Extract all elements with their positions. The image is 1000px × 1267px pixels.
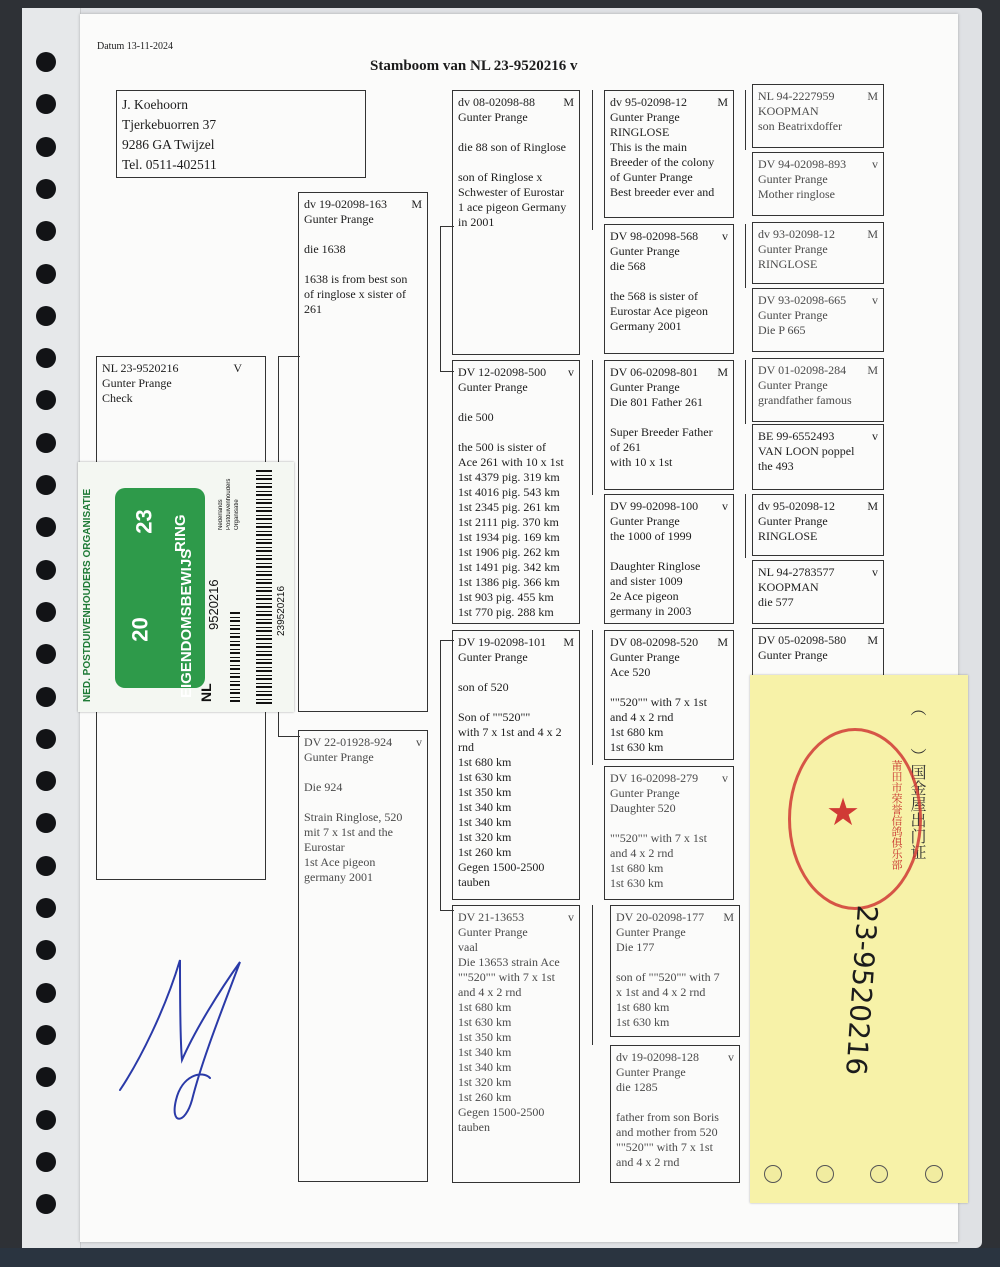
- pedigree-line: 1st 340 km: [458, 1045, 512, 1059]
- breeder-address: [116, 90, 366, 178]
- ring-number: dv 95-02098-12: [758, 499, 835, 513]
- ring-number: DV 01-02098-284: [758, 363, 847, 377]
- binder-hole: [36, 137, 56, 157]
- pedigree-line: Mother ringlose: [758, 187, 835, 201]
- pedigree-line: 1st 903 pig. 455 km: [458, 590, 554, 604]
- pedigree-line: 1st 630 km: [610, 740, 664, 754]
- connector: [440, 640, 441, 910]
- punch-hole: [870, 1165, 888, 1183]
- page-title: Stamboom van NL 23-9520216 v: [370, 58, 578, 74]
- pedigree-line: KOOPMAN: [758, 104, 819, 118]
- pedigree-line: Die 801 Father 261: [610, 395, 703, 409]
- pedigree-line: Die 177: [616, 940, 655, 954]
- pedigree-line: mit 7 x 1st and the: [304, 825, 393, 839]
- connector: [745, 494, 746, 558]
- pedigree-line: 1st 320 km: [458, 1075, 512, 1089]
- pedigree-line: Gunter Prange: [610, 110, 680, 124]
- pedigree-line: die 1285: [616, 1080, 658, 1094]
- ring-number: DV 93-02098-665: [758, 293, 847, 307]
- pedigree-line: Gunter Prange: [758, 378, 828, 392]
- certificate-year-a: 20: [127, 617, 153, 642]
- pedigree-line: 1st 680 km: [610, 861, 664, 875]
- connector: [592, 630, 593, 765]
- sex-mark: M: [411, 197, 422, 211]
- binder-hole: [36, 52, 56, 72]
- pedigree-line: Gunter Prange: [616, 925, 686, 939]
- breeder-street: Tjerkebuorren 37: [122, 117, 217, 132]
- pedigree-line: Gunter Prange: [458, 925, 528, 939]
- ring-number: DV 05-02098-580: [758, 633, 847, 647]
- pedigree-line: Gunter Prange: [458, 110, 528, 124]
- sex-mark: v: [728, 1050, 734, 1064]
- pedigree-line: and 4 x 2 rnd: [616, 1155, 680, 1169]
- binder-hole: [36, 1110, 56, 1130]
- pedigree-line: rnd: [458, 740, 474, 754]
- pedigree-line: 1st 630 km: [610, 876, 664, 890]
- pedigree-line: RINGLOSE: [610, 125, 670, 139]
- ring-number: DV 16-02098-279: [610, 771, 699, 785]
- ring-number: dv 95-02098-12: [610, 95, 687, 109]
- pedigree-line: and mother from 520: [616, 1125, 718, 1139]
- pedigree-line: 1st 260 km: [458, 845, 512, 859]
- binder-hole: [36, 560, 56, 580]
- pedigree-line: Gunter Prange: [610, 244, 680, 258]
- pedigree-line: 1st 320 km: [458, 830, 512, 844]
- sex-mark: M: [867, 363, 878, 377]
- pedigree-line: Son of ""520"": [458, 710, 531, 724]
- pedigree-line: the 493: [758, 459, 794, 473]
- pedigree-line: Best breeder ever and: [610, 185, 715, 199]
- sex-mark: v: [722, 499, 728, 513]
- binder-hole: [36, 771, 56, 791]
- ring-number: DV 08-02098-520: [610, 635, 699, 649]
- pedigree-line: grandfather famous: [758, 393, 852, 407]
- pedigree-line: Die P 665: [758, 323, 806, 337]
- pedigree-line: Strain Ringlose, 520: [304, 810, 403, 824]
- pigeon-card-mfm: [604, 766, 734, 900]
- breeder-phone: Tel. 0511-402511: [122, 157, 217, 172]
- ring-number: dv 08-02098-88: [458, 95, 535, 109]
- connector: [592, 90, 593, 230]
- handwritten-ring: 23-9520216: [839, 904, 884, 1077]
- pigeon-card-g3: [752, 222, 884, 284]
- pedigree-line: Gunter Prange: [304, 750, 374, 764]
- pedigree-line: Gunter Prange: [304, 212, 374, 226]
- pedigree-line: Die 924: [304, 780, 343, 794]
- connector: [592, 360, 593, 495]
- pigeon-card-mmm: [610, 1045, 740, 1183]
- pigeon-card-g6: [752, 424, 884, 490]
- pigeon-card-ffm: [604, 224, 734, 354]
- binder-hole: [36, 433, 56, 453]
- binder-hole: [36, 348, 56, 368]
- pedigree-line: 261: [304, 302, 322, 316]
- pedigree-line: [610, 410, 728, 425]
- pedigree-line: ""520"" with 7 x 1st: [610, 831, 707, 845]
- pedigree-line: 1638 is from best son: [304, 272, 408, 286]
- pedigree-line: of 261: [610, 440, 641, 454]
- pedigree-line: 1st 340 km: [458, 815, 512, 829]
- sex-mark: v: [722, 771, 728, 785]
- pedigree-line: die 88 son of Ringlose: [458, 140, 566, 154]
- pedigree-line: 1st 260 km: [458, 1090, 512, 1104]
- binder-hole: [36, 306, 56, 326]
- pedigree-line: germany in 2003: [610, 604, 692, 618]
- binder-hole: [36, 264, 56, 284]
- pedigree-line: son of ""520"" with 7: [616, 970, 720, 984]
- binder-hole: [36, 1025, 56, 1045]
- pedigree-line: and 4 x 2 rnd: [610, 710, 674, 724]
- sticker-caption: （ ）国金屋出门证: [908, 700, 925, 860]
- pigeon-card-father: [298, 192, 428, 712]
- punch-hole: [925, 1165, 943, 1183]
- sex-mark: v: [722, 229, 728, 243]
- pedigree-line: [610, 816, 728, 831]
- pedigree-line: with 7 x 1st and 4 x 2: [458, 725, 562, 739]
- pedigree-line: [616, 1095, 734, 1110]
- line-2: Check: [102, 391, 133, 405]
- sex-mark: M: [563, 635, 574, 649]
- pedigree-line: ""520"" with 7 x 1st: [610, 695, 707, 709]
- pedigree-line: father from son Boris: [616, 1110, 719, 1124]
- pedigree-line: [304, 795, 422, 810]
- sex-mark: v: [568, 365, 574, 379]
- ring-number: dv 19-02098-163: [304, 197, 387, 211]
- pedigree-line: vaal: [458, 940, 478, 954]
- pedigree-line: VAN LOON poppel: [758, 444, 855, 458]
- sex-mark: M: [563, 95, 574, 109]
- pedigree-line: and 4 x 2 rnd: [610, 846, 674, 860]
- pigeon-card-mm: [452, 905, 580, 1183]
- pedigree-line: germany 2001: [304, 870, 373, 884]
- pedigree-line: This is the main: [610, 140, 687, 154]
- certificate-barcode: [256, 468, 272, 704]
- ring-number: dv 19-02098-128: [616, 1050, 699, 1064]
- sex-mark: M: [717, 95, 728, 109]
- ring-number: NL 94-2783577: [758, 565, 835, 579]
- pedigree-line: [304, 257, 422, 272]
- breeder-name: J. Koehoorn: [122, 97, 188, 112]
- pedigree-line: Daughter 520: [610, 801, 676, 815]
- certificate-legend-1: Nederlands: [218, 499, 224, 530]
- certificate-org: NED. POSTDUIVENHOUDERS ORGANISATIE: [82, 488, 93, 702]
- sex-mark: V: [233, 361, 242, 375]
- pedigree-line: the 1000 of 1999: [610, 529, 692, 543]
- pedigree-line: Gunter Prange: [758, 648, 828, 662]
- pedigree-line: 1st 680 km: [458, 755, 512, 769]
- pedigree-line: 1st 630 km: [458, 770, 512, 784]
- sex-mark: v: [872, 293, 878, 307]
- certificate-ring-number: 9520216: [206, 579, 221, 630]
- pedigree-line: [458, 695, 574, 710]
- ring-number: DV 22-01928-924: [304, 735, 393, 749]
- pedigree-line: [304, 227, 422, 242]
- pedigree-line: Eurostar: [304, 840, 345, 854]
- pedigree-line: [304, 765, 422, 780]
- date-label: Datum 13-11-2024: [97, 41, 174, 52]
- binder-hole: [36, 856, 56, 876]
- pedigree-line: son of 520: [458, 680, 509, 694]
- certificate-legend-2: Postduivenhouders: [226, 478, 232, 530]
- pedigree-line: KOOPMAN: [758, 580, 819, 594]
- connector: [745, 224, 746, 288]
- sex-mark: v: [568, 910, 574, 924]
- pedigree-line: Gunter Prange: [758, 308, 828, 322]
- pedigree-line: and sister 1009: [610, 574, 683, 588]
- pedigree-line: son of Ringlose x: [458, 170, 543, 184]
- pedigree-line: [458, 665, 574, 680]
- pedigree-line: Gunter Prange: [758, 242, 828, 256]
- sex-mark: M: [867, 499, 878, 513]
- taskbar: [0, 1248, 1000, 1267]
- sex-mark: M: [867, 227, 878, 241]
- ring-number: DV 12-02098-500: [458, 365, 547, 379]
- pedigree-line: Gegen 1500-2500: [458, 1105, 545, 1119]
- line-1: Gunter Prange: [102, 376, 172, 390]
- pedigree-line: 1st 630 km: [458, 1015, 512, 1029]
- sex-mark: M: [717, 635, 728, 649]
- pedigree-line: 2e Ace pigeon: [610, 589, 679, 603]
- pedigree-line: [610, 544, 728, 559]
- pedigree-line: 1st 680 km: [610, 725, 664, 739]
- certificate-ring-label: RING: [172, 514, 189, 552]
- binder-hole: [36, 729, 56, 749]
- pedigree-line: [458, 395, 574, 410]
- certificate-title: EIGENDOMSBEWIJS: [178, 548, 195, 698]
- pedigree-line: Die 13653 strain Ace: [458, 955, 560, 969]
- pedigree-line: 1st 680 km: [458, 1000, 512, 1014]
- pedigree-line: tauben: [458, 875, 490, 889]
- pigeon-card-mf: [452, 630, 580, 900]
- sex-mark: v: [872, 157, 878, 171]
- certificate-barcode-small: [230, 612, 240, 702]
- pedigree-line: Super Breeder Father: [610, 425, 713, 439]
- binder-hole: [36, 1152, 56, 1172]
- sex-mark: M: [867, 89, 878, 103]
- pedigree-line: of ringlose x sister of: [304, 287, 406, 301]
- pigeon-card-fm: [452, 360, 580, 624]
- stamp-text: 莆田市荣誉信鸽俱乐部: [890, 760, 902, 870]
- binder-hole: [36, 602, 56, 622]
- pedigree-line: Gunter Prange: [610, 380, 680, 394]
- pedigree-line: Gunter Prange: [610, 650, 680, 664]
- pedigree-line: 1 ace pigeon Germany: [458, 200, 567, 214]
- binder-hole: [36, 898, 56, 918]
- pedigree-line: ""520"" with 7 x 1st: [458, 970, 555, 984]
- pedigree-line: 1st 4379 pig. 319 km: [458, 470, 560, 484]
- connector: [592, 905, 593, 1045]
- punch-hole: [816, 1165, 834, 1183]
- certificate-year-b: 23: [131, 509, 157, 534]
- pedigree-line: 1st 2111 pig. 370 km: [458, 515, 559, 529]
- pigeon-card-mmf: [610, 905, 740, 1037]
- pigeon-card-g7: [752, 494, 884, 556]
- connector: [278, 356, 300, 357]
- pigeon-card-fmf: [604, 360, 734, 490]
- pedigree-line: 1st 350 km: [458, 1030, 512, 1044]
- pigeon-card-g2: [752, 152, 884, 216]
- ring-number: DV 99-02098-100: [610, 499, 699, 513]
- pedigree-line: die 568: [610, 259, 646, 273]
- pedigree-line: 1st 680 km: [616, 1000, 670, 1014]
- binder-hole: [36, 475, 56, 495]
- sex-mark: v: [872, 429, 878, 443]
- star-icon: ★: [826, 792, 861, 834]
- connector: [745, 90, 746, 150]
- pigeon-card-g4: [752, 288, 884, 352]
- pedigree-line: Ace 520: [610, 665, 651, 679]
- ring-number: DV 94-02098-893: [758, 157, 847, 171]
- sex-mark: M: [717, 365, 728, 379]
- pedigree-line: [458, 425, 574, 440]
- pedigree-line: 1st 1491 pig. 342 km: [458, 560, 560, 574]
- pedigree-line: Eurostar Ace pigeon: [610, 304, 708, 318]
- binder-hole: [36, 983, 56, 1003]
- signature: [110, 950, 250, 1130]
- ring-number: DV 06-02098-801: [610, 365, 699, 379]
- pedigree-line: Gunter Prange: [610, 514, 680, 528]
- pedigree-line: Daughter Ringlose: [610, 559, 701, 573]
- pedigree-line: 1st 1934 pig. 169 km: [458, 530, 560, 544]
- sex-mark: v: [872, 565, 878, 579]
- sex-mark: M: [723, 910, 734, 924]
- pedigree-line: die 577: [758, 595, 794, 609]
- ring-number: DV 19-02098-101: [458, 635, 547, 649]
- ring-number: DV 21-13653: [458, 910, 525, 924]
- pedigree-line: tauben: [458, 1120, 490, 1134]
- connector: [278, 736, 300, 737]
- pedigree-line: Ace 261 with 10 x 1st: [458, 455, 564, 469]
- ring-number: BE 99-6552493: [758, 429, 835, 443]
- pedigree-line: 1st 340 km: [458, 800, 512, 814]
- pedigree-line: 1st 350 km: [458, 785, 512, 799]
- certificate-country: NL: [198, 683, 214, 702]
- connector: [745, 360, 746, 424]
- pigeon-card-g5: [752, 358, 884, 422]
- ring-number: DV 98-02098-568: [610, 229, 699, 243]
- pigeon-card-fff: [604, 90, 734, 218]
- pedigree-line: ""520"" with 7 x 1st: [616, 1140, 713, 1154]
- pigeon-card-mother: [298, 730, 428, 1182]
- ring-number: NL 23-9520216: [102, 361, 179, 375]
- pedigree-line: 1st 2345 pig. 261 km: [458, 500, 560, 514]
- pedigree-line: Gunter Prange: [458, 650, 528, 664]
- sex-mark: M: [867, 633, 878, 647]
- pedigree-line: in 2001: [458, 215, 495, 229]
- ring-number: DV 20-02098-177: [616, 910, 705, 924]
- pedigree-line: Germany 2001: [610, 319, 682, 333]
- pigeon-card-fmm: [604, 494, 734, 624]
- pedigree-line: 1st 1906 pig. 262 km: [458, 545, 560, 559]
- pedigree-line: die 500: [458, 410, 494, 424]
- pigeon-card-g1: [752, 84, 884, 148]
- pedigree-line: Gegen 1500-2500: [458, 860, 545, 874]
- punch-hole: [764, 1165, 782, 1183]
- pedigree-line: Breeder of the colony: [610, 155, 715, 169]
- pedigree-line: x 1st and 4 x 2 rnd: [616, 985, 706, 999]
- pedigree-line: RINGLOSE: [758, 529, 818, 543]
- pedigree-line: [616, 955, 734, 970]
- binder-hole: [36, 179, 56, 199]
- pedigree-line: 1st 770 pig. 288 km: [458, 605, 554, 619]
- pedigree-line: Gunter Prange: [758, 172, 828, 186]
- pedigree-line: 1st 1386 pig. 366 km: [458, 575, 560, 589]
- pedigree-line: [458, 155, 574, 170]
- certificate-barcode-text: 2395202​16: [276, 585, 287, 636]
- pedigree-line: of Gunter Prange: [610, 170, 693, 184]
- pedigree-line: die 1638: [304, 242, 346, 256]
- pedigree-line: and 4 x 2 rnd: [458, 985, 522, 999]
- pedigree-line: the 500 is sister of: [458, 440, 546, 454]
- pedigree-line: Gunter Prange: [610, 786, 680, 800]
- pedigree-line: 1st 340 km: [458, 1060, 512, 1074]
- pigeon-card-mff: [604, 630, 734, 760]
- pedigree-line: 1st 630 km: [616, 1015, 670, 1029]
- pedigree-line: Schwester of Eurostar: [458, 185, 564, 199]
- pedigree-line: Gunter Prange: [616, 1065, 686, 1079]
- pedigree-line: son Beatrixdoffer: [758, 119, 843, 133]
- pedigree-line: 1st 4016 pig. 543 km: [458, 485, 560, 499]
- binder-hole: [36, 1194, 56, 1214]
- pigeon-card-g8: [752, 560, 884, 624]
- certificate-legend-3: Organisatie: [234, 499, 240, 530]
- ring-number: dv 93-02098-12: [758, 227, 835, 241]
- connector: [440, 226, 441, 371]
- pedigree-line: [458, 125, 574, 140]
- pedigree-line: Gunter Prange: [458, 380, 528, 394]
- ring-number: NL 94-2227959: [758, 89, 835, 103]
- pedigree-line: RINGLOSE: [758, 257, 818, 271]
- pedigree-line: [610, 274, 728, 289]
- breeder-city: 9286 GA Twijzel: [122, 137, 215, 152]
- sex-mark: v: [416, 735, 422, 749]
- pedigree-line: the 568 is sister of: [610, 289, 698, 303]
- pedigree-line: with 10 x 1st: [610, 455, 673, 469]
- binder-hole: [36, 687, 56, 707]
- pedigree-line: [610, 680, 728, 695]
- pedigree-line: 1st Ace pigeon: [304, 855, 376, 869]
- pigeon-card-ff: [452, 90, 580, 355]
- pedigree-line: Gunter Prange: [758, 514, 828, 528]
